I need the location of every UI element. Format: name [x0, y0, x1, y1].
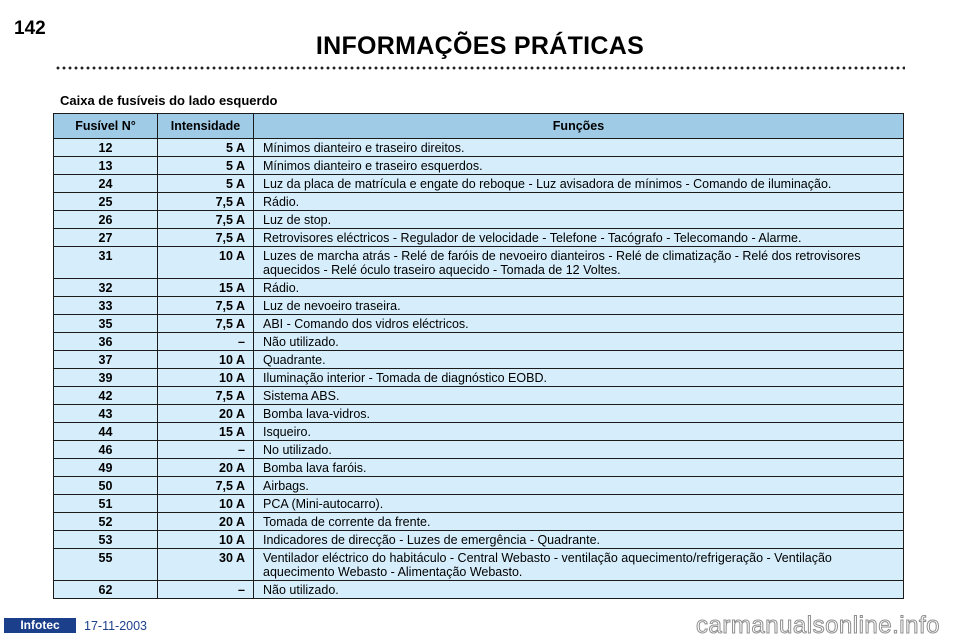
intensity-cell: 7,5 A — [158, 211, 254, 229]
function-cell: Bomba lava-vidros. — [254, 405, 904, 423]
table-row — [54, 247, 904, 279]
intensity-cell: 7,5 A — [158, 477, 254, 495]
table-row — [54, 405, 904, 423]
table-row — [54, 423, 904, 441]
page-title: INFORMAÇÕES PRÁTICAS — [315, 32, 645, 60]
table-row — [54, 279, 904, 297]
function-cell: Mínimos dianteiro e traseiro direitos. — [254, 139, 904, 157]
intensity-cell: 10 A — [158, 495, 254, 513]
intensity-cell: 10 A — [158, 247, 254, 279]
fuse-number-cell: 33 — [54, 297, 158, 315]
intensity-cell: 7,5 A — [158, 297, 254, 315]
function-cell: Não utilizado. — [254, 581, 904, 599]
intensity-cell: 5 A — [158, 157, 254, 175]
intensity-cell: 7,5 A — [158, 229, 254, 247]
function-cell: Luz de nevoeiro traseira. — [254, 297, 904, 315]
table-row — [54, 333, 904, 351]
function-cell: Ventilador eléctrico do habitáculo - Central Webasto - ventilação aquecimento/refrigeração - Ventilação aquecimento Webasto - Alimentação Webasto. — [254, 549, 904, 581]
function-cell: Não utilizado. — [254, 333, 904, 351]
fuse-number-cell: 50 — [54, 477, 158, 495]
function-cell: ABI - Comando dos vidros eléctricos. — [254, 315, 904, 333]
fuse-number-cell: 31 — [54, 247, 158, 279]
function-cell: Quadrante. — [254, 351, 904, 369]
function-cell: PCA (Mini-autocarro). — [254, 495, 904, 513]
intensity-cell: 10 A — [158, 351, 254, 369]
function-cell: No utilizado. — [254, 441, 904, 459]
footer-date: 17-11-2003 — [84, 619, 148, 633]
intensity-cell: 15 A — [158, 279, 254, 297]
intensity-cell: 7,5 A — [158, 315, 254, 333]
watermark: carmanualsonline.info — [696, 612, 940, 639]
intensity-cell: – — [158, 333, 254, 351]
table-row — [54, 211, 904, 229]
table-row — [54, 441, 904, 459]
table-row — [54, 387, 904, 405]
fuse-number-cell: 49 — [54, 459, 158, 477]
column-header-fuse-number: Fusível N° — [54, 114, 158, 139]
function-cell: Bomba lava faróis. — [254, 459, 904, 477]
fuse-number-cell: 46 — [54, 441, 158, 459]
table-row — [54, 549, 904, 581]
fuse-table — [53, 113, 904, 599]
intensity-cell: 20 A — [158, 459, 254, 477]
fuse-number-cell: 27 — [54, 229, 158, 247]
function-cell: Mínimos dianteiro e traseiro esquerdos. — [254, 157, 904, 175]
table-row — [54, 581, 904, 599]
table-row — [54, 175, 904, 193]
fuse-number-cell: 51 — [54, 495, 158, 513]
function-cell: Rádio. — [254, 279, 904, 297]
table-row — [54, 531, 904, 549]
table-row — [54, 477, 904, 495]
table-row — [54, 513, 904, 531]
table-row — [54, 369, 904, 387]
fuse-number-cell: 26 — [54, 211, 158, 229]
table-row — [54, 157, 904, 175]
fuse-number-cell: 42 — [54, 387, 158, 405]
fuse-number-cell: 12 — [54, 139, 158, 157]
function-cell: Retrovisores eléctricos - Regulador de velocidade - Telefone - Tacógrafo - Telecomando - Alarme. — [254, 229, 904, 247]
function-cell: Luzes de marcha atrás - Relé de faróis de nevoeiro dianteiros - Relé de climatização - Relé dos retrovisores aquecidos - Relé óculo traseiro aquecido - Tomada de 12 Voltes. — [254, 247, 904, 279]
table-row — [54, 459, 904, 477]
function-cell: Sistema ABS. — [254, 387, 904, 405]
fuse-number-cell: 43 — [54, 405, 158, 423]
table-row — [54, 315, 904, 333]
intensity-cell: – — [158, 581, 254, 599]
table-row — [54, 495, 904, 513]
fuse-number-cell: 32 — [54, 279, 158, 297]
function-cell: Luz da placa de matrícula e engate do reboque - Luz avisadora de mínimos - Comando de iluminação. — [254, 175, 904, 193]
fuse-number-cell: 37 — [54, 351, 158, 369]
fuse-table-body — [54, 139, 904, 599]
fuse-number-cell: 52 — [54, 513, 158, 531]
intensity-cell: 10 A — [158, 369, 254, 387]
section-heading: Caixa de fusíveis do lado esquerdo — [60, 93, 278, 108]
table-row — [54, 229, 904, 247]
page-number: 142 — [14, 18, 46, 39]
fuse-number-cell: 55 — [54, 549, 158, 581]
function-cell: Luz de stop. — [254, 211, 904, 229]
function-cell: Airbags. — [254, 477, 904, 495]
table-row — [54, 351, 904, 369]
intensity-cell: 20 A — [158, 405, 254, 423]
intensity-cell: 7,5 A — [158, 387, 254, 405]
intensity-cell: 10 A — [158, 531, 254, 549]
function-cell: Rádio. — [254, 193, 904, 211]
column-header-functions: Funções — [254, 114, 904, 139]
intensity-cell: 5 A — [158, 139, 254, 157]
intensity-cell: – — [158, 441, 254, 459]
intensity-cell: 5 A — [158, 175, 254, 193]
fuse-number-cell: 13 — [54, 157, 158, 175]
infotec-logo: Infotec — [4, 618, 76, 633]
table-row — [54, 139, 904, 157]
table-header-row — [54, 114, 904, 139]
function-cell: Isqueiro. — [254, 423, 904, 441]
table-row — [54, 297, 904, 315]
column-header-intensity: Intensidade — [158, 114, 254, 139]
function-cell: Tomada de corrente da frente. — [254, 513, 904, 531]
fuse-number-cell: 36 — [54, 333, 158, 351]
fuse-number-cell: 35 — [54, 315, 158, 333]
fuse-number-cell: 62 — [54, 581, 158, 599]
fuse-number-cell: 44 — [54, 423, 158, 441]
dotted-divider — [55, 66, 905, 70]
intensity-cell: 30 A — [158, 549, 254, 581]
table-row — [54, 193, 904, 211]
fuse-number-cell: 25 — [54, 193, 158, 211]
function-cell: Indicadores de direcção - Luzes de emergência - Quadrante. — [254, 531, 904, 549]
fuse-number-cell: 53 — [54, 531, 158, 549]
intensity-cell: 7,5 A — [158, 193, 254, 211]
function-cell: Iluminação interior - Tomada de diagnóstico EOBD. — [254, 369, 904, 387]
fuse-number-cell: 24 — [54, 175, 158, 193]
fuse-number-cell: 39 — [54, 369, 158, 387]
intensity-cell: 15 A — [158, 423, 254, 441]
intensity-cell: 20 A — [158, 513, 254, 531]
